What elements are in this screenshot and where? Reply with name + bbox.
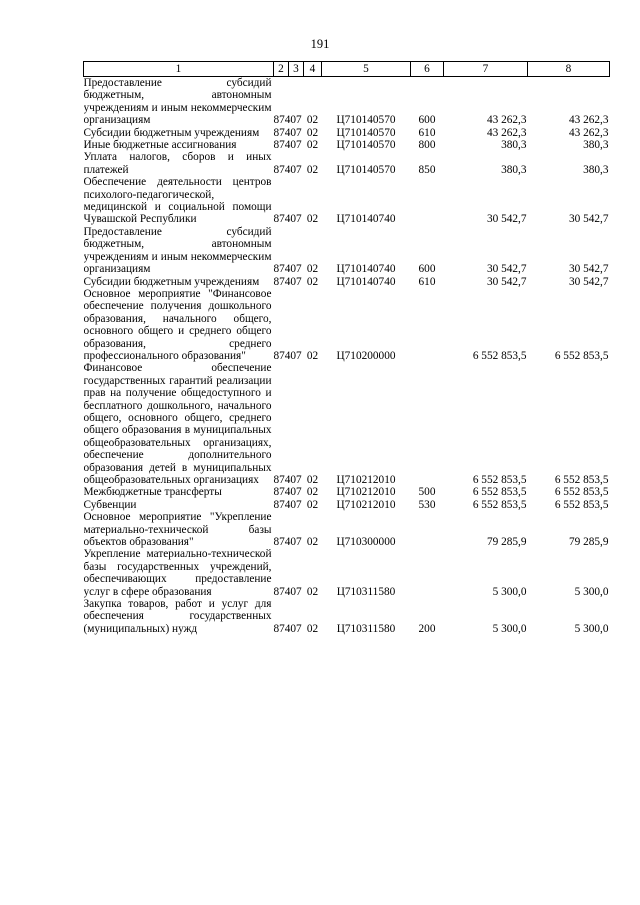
cell-sum1: 6 552 853,5 xyxy=(472,486,527,499)
cell-target: Ц710300000 xyxy=(336,536,396,549)
cell-target: Ц710140570 xyxy=(336,126,396,139)
cell-sum1: 380,3 xyxy=(501,139,527,152)
column-header-type: 6 xyxy=(411,62,444,77)
column-header-name: 1 xyxy=(84,62,274,77)
cell-sum2: 30 542,7 xyxy=(568,275,609,288)
table-row xyxy=(84,362,610,486)
table-row xyxy=(84,139,610,151)
cell-sum1: 30 542,7 xyxy=(486,213,527,226)
cell-target: Ц710311580 xyxy=(336,622,396,635)
cell-section: 07 xyxy=(290,163,302,176)
cell-sum1: 43 262,3 xyxy=(486,114,527,127)
cell-type xyxy=(411,362,444,486)
cell-subsection: 02 xyxy=(306,536,319,549)
cell-name: Финансовое обеспечение государственных гарантий реализации прав на получение общедоступного и бесплатного дошкольного, начального общего, основного общего, среднего общего образования в муниципальных общеобразовательных организациях, обеспечение дополнительного образования детей в муниципальных общеобразовательных организациях xyxy=(83,362,272,486)
cell-subsection: 02 xyxy=(306,126,319,139)
cell-name: Укрепление материально-технической базы государственных учреждений, обеспечивающих предоставление услуг в сфере образования xyxy=(83,548,272,598)
cell-target: Ц710212010 xyxy=(336,498,396,511)
cell-ministry: 874 xyxy=(273,349,291,362)
table-row xyxy=(84,127,610,139)
cell-name: Предоставление субсидий бюджетным, автономным учреждениям и иным некоммерческим организациям xyxy=(83,77,272,127)
cell-ministry: 874 xyxy=(273,486,291,499)
cell-target: Ц710212010 xyxy=(336,474,396,486)
table-row xyxy=(84,486,610,498)
table-row xyxy=(84,511,610,548)
cell-sum2: 6 552 853,5 xyxy=(554,486,609,499)
table-row xyxy=(84,276,610,288)
cell-target: Ц710140570 xyxy=(336,139,396,152)
cell-section: 07 xyxy=(290,498,302,511)
budget-table xyxy=(83,61,610,635)
cell-sum2: 30 542,7 xyxy=(568,213,609,226)
cell-section: 07 xyxy=(290,139,302,152)
cell-name: Субсидии бюджетным учреждениям xyxy=(83,126,260,139)
cell-subsection: 02 xyxy=(306,163,319,176)
cell-type: 610 xyxy=(418,126,436,139)
cell-section: 07 xyxy=(290,213,302,226)
table-row xyxy=(84,176,610,226)
cell-target: Ц710140570 xyxy=(336,114,396,127)
cell-type: 610 xyxy=(418,275,436,288)
cell-sum2: 380,3 xyxy=(583,163,609,176)
cell-name: Субвенции xyxy=(83,498,137,511)
cell-sum1: 6 552 853,5 xyxy=(472,474,527,486)
cell-section: 07 xyxy=(290,486,302,499)
cell-ministry: 874 xyxy=(273,114,291,127)
cell-target: Ц710140740 xyxy=(336,263,396,276)
cell-ministry: 874 xyxy=(273,585,291,598)
cell-sum2: 6 552 853,5 xyxy=(554,474,609,486)
cell-target: Ц710140570 xyxy=(336,163,396,176)
cell-section: 07 xyxy=(290,349,302,362)
cell-name: Основное мероприятие "Укрепление материально-технической базы объектов образования" xyxy=(83,511,272,549)
cell-ministry: 874 xyxy=(273,263,291,276)
cell-sum2: 380,3 xyxy=(583,139,609,152)
cell-ministry: 874 xyxy=(273,213,291,226)
table-row xyxy=(84,226,610,276)
table-header xyxy=(84,62,610,77)
cell-subsection: 02 xyxy=(306,275,319,288)
header-row xyxy=(84,62,610,77)
cell-name: Иные бюджетные ассигнования xyxy=(83,139,237,152)
cell-subsection: 02 xyxy=(306,585,319,598)
cell-section: 07 xyxy=(290,126,302,139)
cell-name: Предоставление субсидий бюджетным, автономным учреждениям и иным некоммерческим организациям xyxy=(83,225,272,276)
table-row xyxy=(84,499,610,511)
cell-sum2: 6 552 853,5 xyxy=(554,349,609,362)
cell-type: 530 xyxy=(418,498,436,511)
cell-section: 07 xyxy=(290,263,302,276)
cell-subsection: 02 xyxy=(306,139,319,152)
cell-type xyxy=(411,511,444,548)
cell-sum2: 6 552 853,5 xyxy=(554,498,609,511)
cell-sum1: 6 552 853,5 xyxy=(472,498,527,511)
cell-sum1: 380,3 xyxy=(501,163,527,176)
cell-section: 07 xyxy=(290,585,302,598)
cell-section: 07 xyxy=(290,275,302,288)
cell-ministry: 874 xyxy=(273,275,291,288)
cell-subsection: 02 xyxy=(306,474,319,486)
cell-subsection: 02 xyxy=(306,486,319,499)
table-row xyxy=(84,77,610,127)
cell-subsection: 02 xyxy=(306,263,319,276)
cell-target: Ц710140740 xyxy=(336,275,396,288)
table-row xyxy=(84,151,610,176)
cell-section: 07 xyxy=(290,114,302,127)
table-row xyxy=(84,548,610,598)
cell-target: Ц710311580 xyxy=(336,585,396,598)
column-header-section: 3 xyxy=(289,62,304,77)
column-header-sum2: 8 xyxy=(528,62,610,77)
table-row xyxy=(84,598,610,635)
cell-sum1: 30 542,7 xyxy=(486,275,527,288)
column-header-ministry: 2 xyxy=(274,62,289,77)
cell-ministry: 874 xyxy=(273,498,291,511)
table-body xyxy=(84,77,610,636)
cell-sum1: 5 300,0 xyxy=(492,622,527,635)
cell-type: 600 xyxy=(418,114,436,127)
cell-name: Закупка товаров, работ и услуг для обеспечения государственных (муниципальных) нужд xyxy=(83,598,272,635)
cell-sum2: 5 300,0 xyxy=(574,585,609,598)
cell-name: Субсидии бюджетным учреждениям xyxy=(83,275,260,288)
table-row xyxy=(84,288,610,362)
cell-type: 500 xyxy=(418,486,436,499)
cell-sum1: 79 285,9 xyxy=(486,536,527,549)
page-number: 191 xyxy=(310,37,330,51)
cell-name: Межбюджетные трансферты xyxy=(83,486,222,499)
cell-target: Ц710212010 xyxy=(336,486,396,499)
cell-type xyxy=(411,548,444,598)
cell-name: Обеспечение деятельности центров психолого-педагогической, медицинской и социальной помощи Чувашской Республики xyxy=(83,176,272,226)
cell-subsection: 02 xyxy=(306,213,319,226)
cell-sum2: 30 542,7 xyxy=(568,263,609,276)
cell-sum2: 43 262,3 xyxy=(568,114,609,127)
column-header-subsection: 4 xyxy=(304,62,322,77)
cell-type xyxy=(411,176,444,226)
cell-section: 07 xyxy=(290,622,302,635)
cell-section: 07 xyxy=(290,536,302,549)
cell-ministry: 874 xyxy=(273,622,291,635)
cell-sum2: 5 300,0 xyxy=(574,622,609,635)
cell-name: Основное мероприятие "Финансовое обеспечение получения дошкольного образования, начального общего, основного общего и среднего общего образования, среднего профессионального образования" xyxy=(83,287,272,362)
cell-sum1: 5 300,0 xyxy=(492,585,527,598)
cell-subsection: 02 xyxy=(306,114,319,127)
cell-ministry: 874 xyxy=(273,163,291,176)
column-header-target: 5 xyxy=(322,62,411,77)
cell-sum2: 79 285,9 xyxy=(568,536,609,549)
cell-sum1: 30 542,7 xyxy=(486,263,527,276)
cell-target: Ц710140740 xyxy=(336,213,396,226)
cell-section: 07 xyxy=(290,474,302,486)
cell-type: 200 xyxy=(418,622,436,635)
cell-sum1: 6 552 853,5 xyxy=(472,349,527,362)
column-header-sum1: 7 xyxy=(444,62,528,77)
cell-name: Уплата налогов, сборов и иных платежей xyxy=(83,151,272,176)
cell-type: 850 xyxy=(418,163,436,176)
cell-sum1: 43 262,3 xyxy=(486,126,527,139)
cell-subsection: 02 xyxy=(306,622,319,635)
cell-type xyxy=(411,288,444,362)
cell-type: 600 xyxy=(418,263,436,276)
cell-type: 800 xyxy=(418,139,436,152)
cell-ministry: 874 xyxy=(273,474,291,486)
cell-subsection: 02 xyxy=(306,498,319,511)
cell-target: Ц710200000 xyxy=(336,349,396,362)
cell-ministry: 874 xyxy=(273,536,291,549)
cell-sum2: 43 262,3 xyxy=(568,126,609,139)
cell-subsection: 02 xyxy=(306,349,319,362)
cell-ministry: 874 xyxy=(273,139,291,152)
cell-ministry: 874 xyxy=(273,126,291,139)
